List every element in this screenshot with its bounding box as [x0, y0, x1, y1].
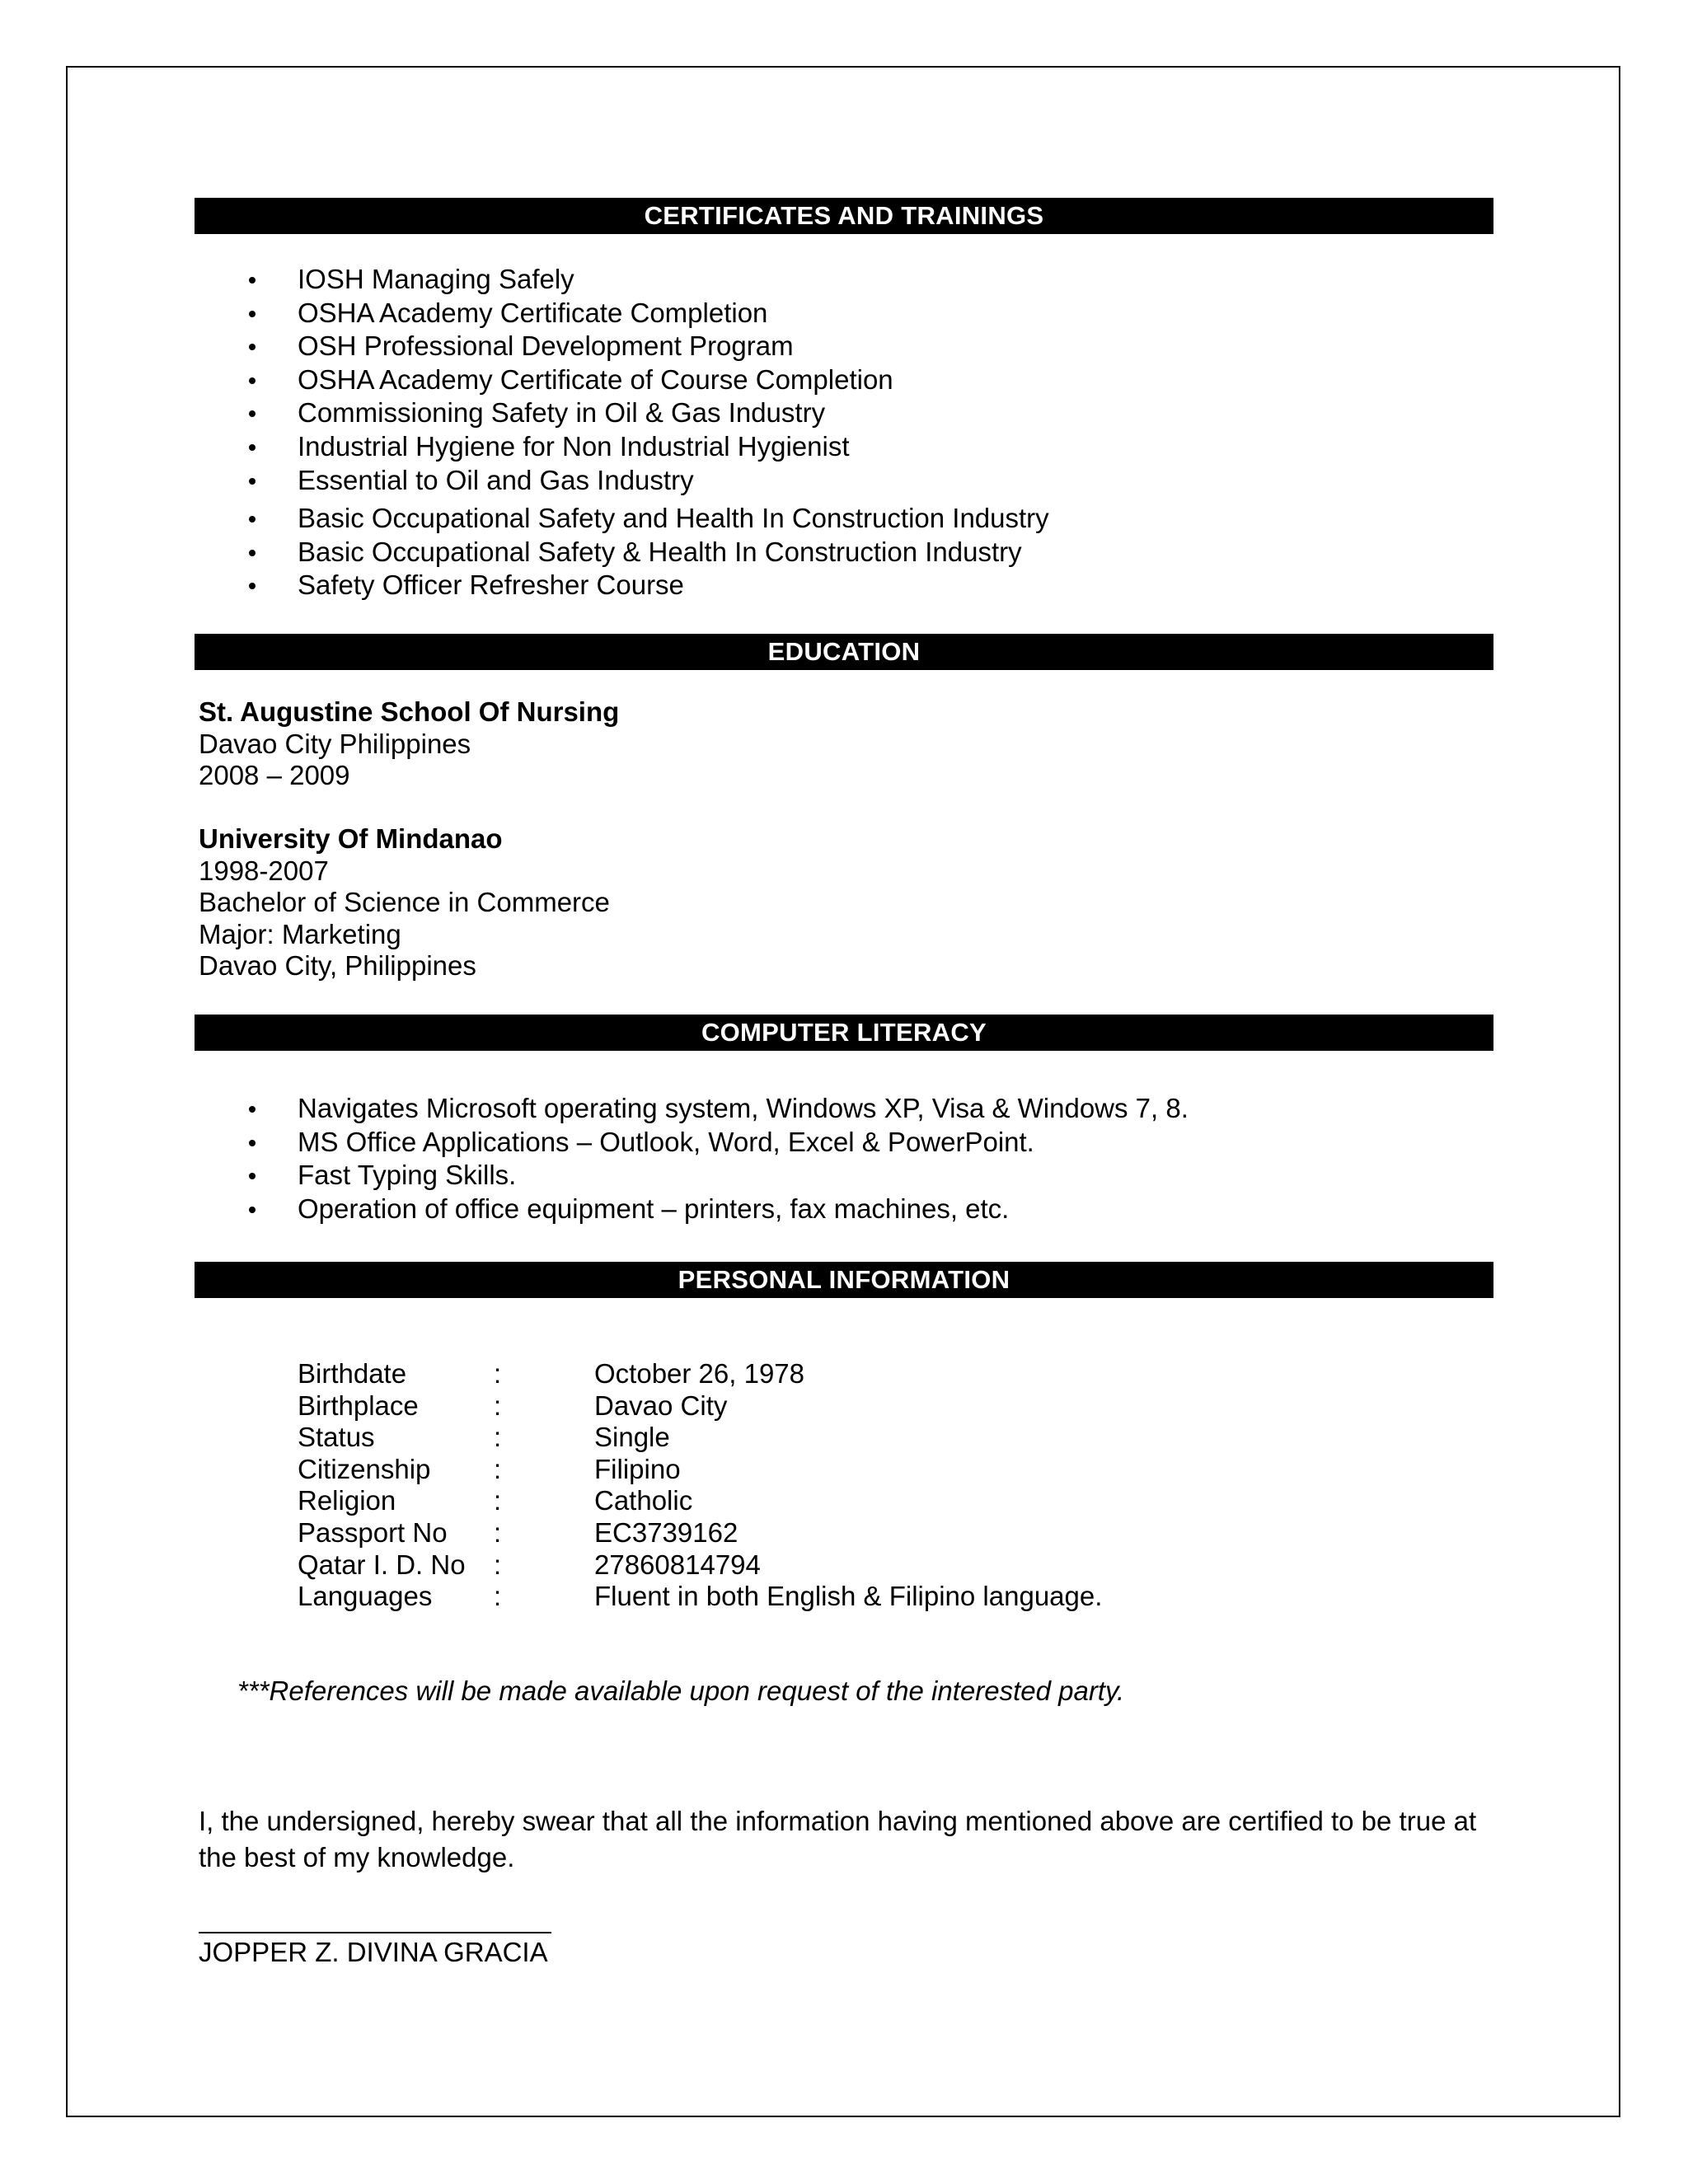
bullet-icon	[249, 311, 256, 317]
education-school-2	[199, 823, 610, 982]
school-name: St. Augustine School Of Nursing	[199, 696, 620, 727]
personal-information-table	[298, 1358, 1287, 1613]
school-years: 1998-2007	[199, 855, 329, 886]
info-separator: :	[494, 1358, 502, 1389]
info-row-passport-no	[298, 1517, 1287, 1549]
school-location: Davao City, Philippines	[199, 950, 476, 982]
bullet-icon	[249, 1106, 256, 1113]
signatory-name: JOPPER Z. DIVINA GRACIA	[199, 1937, 548, 1967]
info-row-languages	[298, 1581, 1287, 1613]
info-row-religion	[298, 1485, 1287, 1517]
bullet-icon	[249, 444, 256, 451]
school-name: University Of Mindanao	[199, 823, 503, 854]
school-years: 2008 – 2009	[199, 760, 350, 791]
certificates-list	[244, 263, 1049, 602]
computer-literacy-section-header: COMPUTER LITERACY	[195, 1015, 1493, 1051]
list-item: MS Office Applications – Outlook, Word, Excel & PowerPoint.	[244, 1126, 1189, 1160]
list-item: Fast Typing Skills.	[244, 1159, 1189, 1193]
info-row-qatar-id-no	[298, 1549, 1287, 1582]
list-item: Basic Occupational Safety and Health In Construction Industry	[244, 502, 1049, 536]
school-major: Major: Marketing	[199, 918, 401, 949]
info-separator: :	[494, 1485, 502, 1516]
info-separator: :	[494, 1581, 502, 1612]
list-item: IOSH Managing Safely	[244, 263, 1049, 297]
bullet-icon	[249, 478, 256, 485]
info-value: Fluent in both English & Filipino language.	[594, 1581, 1103, 1612]
info-value: October 26, 1978	[594, 1358, 805, 1389]
list-item: Basic Occupational Safety & Health In Construction Industry	[244, 536, 1049, 569]
info-row-status	[298, 1422, 1287, 1454]
info-row-citizenship	[298, 1454, 1287, 1486]
info-row-birthdate	[298, 1358, 1287, 1390]
declaration-text: I, the undersigned, hereby swear that all the information having mentioned above are certified to be true at the best of my knowledge.	[199, 1806, 1477, 1872]
bullet-icon	[249, 583, 256, 589]
education-school-1	[199, 696, 619, 792]
info-label: Passport No	[298, 1516, 448, 1548]
info-label: Birthplace	[298, 1390, 419, 1421]
certificates-section-header: CERTIFICATES AND TRAININGS	[195, 198, 1493, 234]
info-value: Single	[594, 1422, 670, 1453]
bullet-icon	[249, 410, 256, 417]
info-label: Citizenship	[298, 1453, 431, 1484]
info-value: Davao City	[594, 1390, 728, 1421]
bullet-icon	[249, 344, 256, 350]
signature-line	[199, 1932, 551, 1933]
info-value: EC3739162	[594, 1516, 738, 1548]
bullet-icon	[249, 1207, 256, 1213]
education-section-header: EDUCATION	[195, 634, 1493, 670]
computer-literacy-list	[244, 1092, 1189, 1226]
list-item: OSHA Academy Certificate Completion	[244, 297, 1049, 330]
info-value: Filipino	[594, 1453, 681, 1484]
info-label: Status	[298, 1422, 375, 1453]
info-separator: :	[494, 1453, 502, 1484]
info-label: Qatar I. D. No	[298, 1549, 466, 1580]
info-row-birthplace	[298, 1390, 1287, 1422]
bullet-icon	[249, 516, 256, 523]
list-item: Industrial Hygiene for Non Industrial Hygienist	[244, 430, 1049, 464]
list-item: Commissioning Safety in Oil & Gas Industry	[244, 396, 1049, 430]
bullet-icon	[249, 1173, 256, 1179]
list-item: Essential to Oil and Gas Industry	[244, 464, 1049, 498]
bullet-icon	[249, 1140, 256, 1146]
personal-information-section-header: PERSONAL INFORMATION	[195, 1262, 1493, 1298]
info-value: 27860814794	[594, 1549, 761, 1580]
info-value: Catholic	[594, 1485, 693, 1516]
list-item: Safety Officer Refresher Course	[244, 569, 1049, 602]
info-label: Religion	[298, 1485, 396, 1516]
info-separator: :	[494, 1422, 502, 1453]
list-item: OSH Professional Development Program	[244, 330, 1049, 363]
list-item: OSHA Academy Certificate of Course Completion	[244, 363, 1049, 397]
list-item: Navigates Microsoft operating system, Windows XP, Visa & Windows 7, 8.	[244, 1092, 1189, 1126]
info-label: Languages	[298, 1581, 433, 1612]
info-separator: :	[494, 1549, 502, 1580]
school-location: Davao City Philippines	[199, 728, 471, 759]
info-label: Birthdate	[298, 1358, 407, 1389]
bullet-icon	[249, 277, 256, 284]
school-degree: Bachelor of Science in Commerce	[199, 887, 610, 918]
bullet-icon	[249, 550, 256, 556]
list-item: Operation of office equipment – printers, fax machines, etc.	[244, 1193, 1189, 1226]
info-separator: :	[494, 1390, 502, 1421]
bullet-icon	[249, 377, 256, 384]
references-note: ***References will be made available upon request of the interested party.	[237, 1675, 1125, 1706]
info-separator: :	[494, 1516, 502, 1548]
